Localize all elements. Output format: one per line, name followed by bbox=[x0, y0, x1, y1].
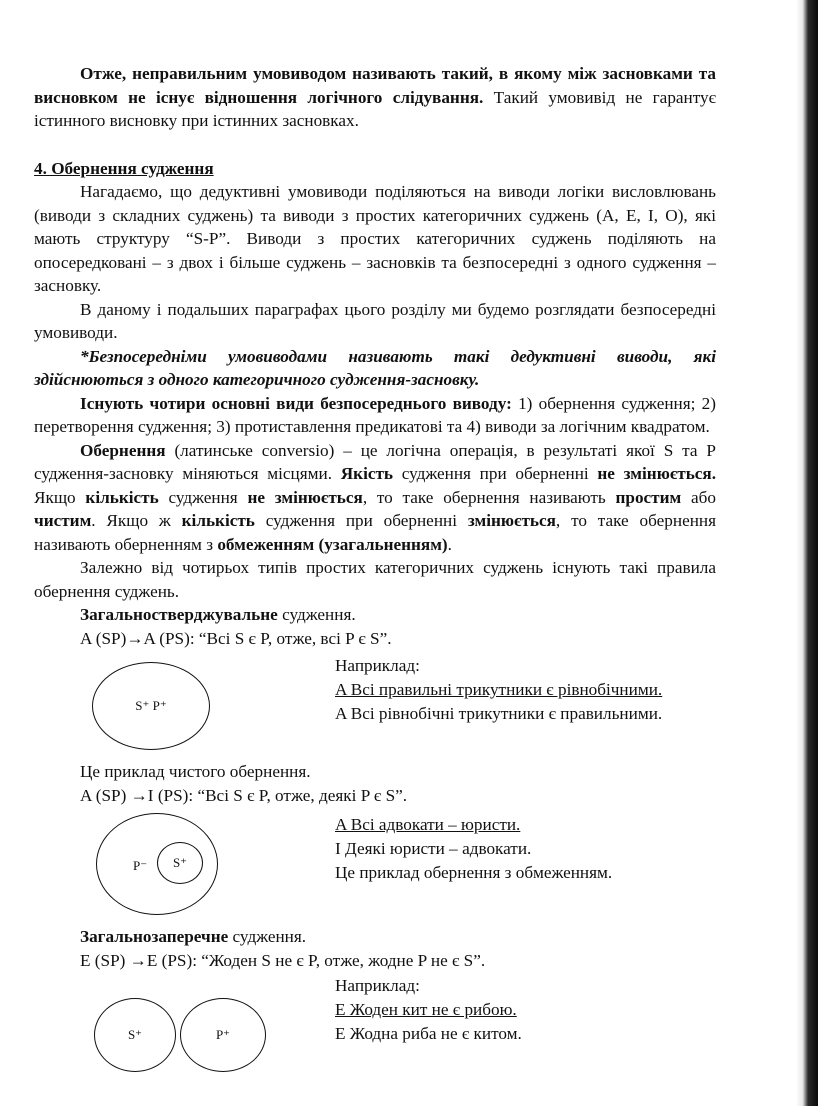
paragraph-rules: Залежно від чотирьох типів простих категоричних суджень існують такі правила обернення суджень. bbox=[34, 558, 716, 601]
example-conclusion: E Жодна риба не є китом. bbox=[335, 1024, 522, 1043]
intro-bold-text: Отже, неправильним умовиводом називають такий, в якому між засновками та висновком не існує відношення логічного слідування. bbox=[34, 64, 716, 107]
term-not-changed: не змінюється. bbox=[597, 464, 717, 483]
term-simple: простим bbox=[615, 487, 682, 507]
definition-paragraph: *Безпосередніми умовиводами називають такі дедуктивні виводи, які здійснюються з одного категоричного судження-засновку. bbox=[34, 346, 716, 389]
example-2-text bbox=[335, 813, 735, 885]
rule-e-to-e: E (SP) →E (PS): “Жоден S не є P, отже, жодне P не є S”. bbox=[80, 950, 486, 970]
term-quantity: кількість bbox=[181, 511, 255, 530]
example-3 bbox=[34, 972, 716, 1052]
term-changes: змінюється bbox=[467, 511, 556, 530]
example-2 bbox=[34, 807, 716, 925]
venn-label-s: S⁺ bbox=[172, 855, 188, 871]
venn-label-sp: S⁺ P⁺ bbox=[135, 698, 167, 714]
term-limitation: обмеженням (узагальненням) bbox=[217, 534, 448, 554]
venn-label-s: S⁺ bbox=[127, 1027, 143, 1043]
negative-text: судження. bbox=[228, 927, 307, 946]
conversion-text: , то таке обернення називають оберненням з bbox=[34, 511, 716, 554]
example-1-text bbox=[335, 654, 735, 726]
pure-conversion-note: Це приклад чистого обернення. bbox=[80, 762, 311, 781]
paragraph-four-kinds bbox=[34, 392, 716, 439]
conversion-text: судження при оберненні bbox=[393, 464, 598, 483]
term-pure: чистим bbox=[34, 511, 92, 530]
example-premise: E Жоден кит не є рибою. bbox=[335, 1000, 517, 1019]
venn-circle-p bbox=[180, 998, 266, 1072]
intro-text: Такий умовивід не гарантує істинного висновку при істинних засновках. bbox=[34, 87, 716, 130]
venn-circle-p bbox=[96, 813, 218, 915]
term-quality: Якість bbox=[340, 464, 394, 483]
example-premise: A Всі адвокати – юристи. bbox=[335, 815, 521, 834]
conversion-text: або bbox=[681, 487, 716, 507]
paragraph-conversion bbox=[34, 439, 716, 557]
example-premise: A Всі правильні трикутники є рівнобічними. bbox=[335, 680, 663, 699]
conversion-text: . Якщо ж bbox=[91, 511, 182, 530]
rule-a-to-i: A (SP) →I (PS): “Всі S є P, отже, деякі P є S”. bbox=[80, 785, 408, 805]
conversion-text: судження при оберненні bbox=[254, 511, 468, 530]
rule-a-to-a: A (SP)→A (PS): “Всі S є P, отже, всі P є S”. bbox=[80, 628, 392, 648]
section-heading: 4. Обернення судження bbox=[34, 158, 214, 178]
example-1 bbox=[34, 650, 716, 760]
document-page bbox=[34, 62, 716, 1052]
example-conclusion: I Деякі юристи – адвокати. bbox=[335, 839, 532, 858]
term-conversion: Обернення bbox=[80, 440, 166, 460]
term-not-changed: не змінюється bbox=[247, 487, 363, 507]
conversion-text: (латинське conversio) – це логічна операція, в результаті якої S та P судження-засновку міняються місцями. bbox=[34, 440, 716, 483]
negative-term: Загальнозаперечне bbox=[80, 927, 229, 946]
venn-label-p: P⁺ bbox=[215, 1027, 231, 1043]
affirmative-term: Загальностверджувальне bbox=[80, 605, 278, 624]
conversion-text: Якщо bbox=[34, 487, 86, 507]
intro-paragraph bbox=[34, 62, 716, 133]
example-conclusion: A Всі рівнобічні трикутники є правильними. bbox=[335, 704, 663, 723]
venn-circle-s bbox=[157, 842, 203, 884]
scan-page-edge bbox=[796, 0, 818, 1106]
example-label: Наприклад: bbox=[335, 976, 420, 995]
conversion-text: . bbox=[447, 534, 452, 554]
term-quantity: кількість bbox=[85, 487, 159, 507]
paragraph-immediate: В даному і подальших параграфах цього розділу ми будемо розглядати безпосередні умовиводи. bbox=[34, 299, 716, 342]
affirmative-heading bbox=[34, 603, 716, 627]
four-kinds-text: 1) обернення судження; 2) перетворення судження; 3) протиставлення предикатові та 4) виводи за логічним квадратом. bbox=[34, 393, 716, 436]
example-note: Це приклад обернення з обмеженням. bbox=[335, 863, 613, 882]
four-kinds-bold: Існують чотири основні види безпосереднього виводу: bbox=[80, 393, 512, 413]
affirmative-text: судження. bbox=[277, 605, 356, 624]
venn-circle-sp bbox=[92, 662, 210, 750]
example-3-text bbox=[335, 974, 735, 1046]
conversion-text: , то таке обернення називають bbox=[362, 487, 616, 507]
example-label: Наприклад: bbox=[335, 656, 420, 675]
venn-label-p: P⁻ bbox=[133, 858, 148, 873]
paragraph-deductive: Нагадаємо, що дедуктивні умовиводи поділяються на виводи логіки висловлювань (виводи з складних суджень) та виводи з простих категоричних суджень (A, E, I, O), які мають структуру “S-P”. Виводи з простих категоричних суджень поділяють на опосередковані – з двох і більше суджень – засновків та безпосередні з одного судження – засновку. bbox=[34, 182, 716, 295]
negative-heading bbox=[34, 925, 716, 949]
venn-circle-s bbox=[94, 998, 176, 1072]
conversion-text: судження bbox=[158, 487, 248, 507]
